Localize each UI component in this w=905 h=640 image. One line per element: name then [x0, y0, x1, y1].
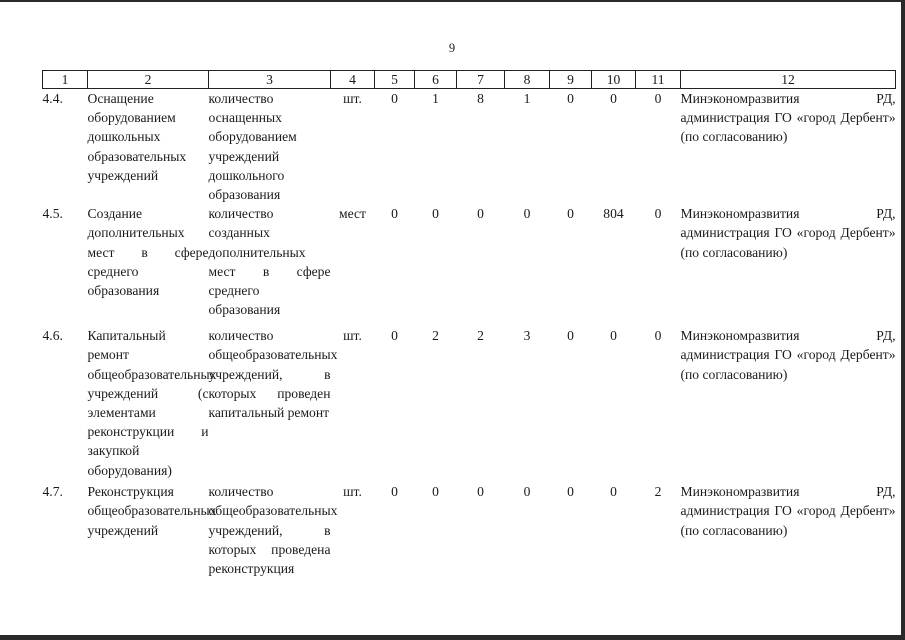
header-row	[43, 71, 896, 89]
value-cell: 0	[567, 484, 574, 500]
table-row	[43, 326, 896, 482]
col-header-5: 5	[375, 71, 415, 89]
row-number: 4.6.	[42, 328, 63, 344]
col-header-10: 10	[592, 71, 636, 89]
value-cell: 0	[477, 206, 484, 222]
measure-name: Оснащение оборудованием дошкольных образовательных учреждений	[87, 91, 187, 183]
value-cell: 0	[567, 91, 574, 106]
value-cell: 0	[610, 484, 617, 500]
col-header-6: 6	[415, 71, 457, 89]
value-cell: 1	[523, 91, 531, 106]
indicator-name: количество общеобразовательных учреждений, в которых проведена реконструкция	[208, 484, 338, 577]
indicator-name: количество созданных дополнительных мест в сфере среднего образования	[208, 206, 331, 318]
value-cell: 0	[391, 91, 398, 106]
value-cell: 1	[432, 91, 439, 106]
value-cell: 0	[391, 484, 398, 500]
value-cell: 0	[567, 206, 574, 222]
responsible-cell: Минэкономразвития РД, администрация ГО «город Дербент» (по согласованию)	[680, 91, 896, 145]
program-table	[42, 70, 896, 602]
value-cell: 0	[523, 484, 531, 500]
col-header-2: 2	[88, 71, 209, 89]
value-cell: 0	[432, 206, 439, 222]
unit-cell: шт.	[343, 328, 362, 344]
responsible-cell: Минэкономразвития РД, администрация ГО «город Дербент» (по согласованию)	[680, 328, 896, 382]
col-header-9: 9	[550, 71, 592, 89]
col-header-3: 3	[209, 71, 331, 89]
col-header-7: 7	[457, 71, 505, 89]
value-cell: 0	[432, 484, 439, 500]
table-row	[43, 482, 896, 602]
table-row	[43, 204, 896, 326]
value-cell: 0	[654, 328, 662, 344]
page-number: 9	[448, 41, 456, 55]
row-number: 4.7.	[42, 484, 63, 500]
row-number: 4.4.	[42, 91, 63, 106]
col-header-4: 4	[331, 71, 375, 89]
unit-cell: шт.	[343, 484, 362, 500]
value-cell: 3	[523, 328, 531, 344]
col-header-11: 11	[636, 71, 681, 89]
unit-cell: мест	[339, 206, 366, 222]
measure-name: Реконструкция общеобразовательных учреждений	[87, 484, 217, 538]
indicator-name: количество оснащенных оборудованием учреждений дошкольного образования	[208, 91, 297, 203]
col-header-12: 12	[681, 71, 896, 89]
col-header-8: 8	[505, 71, 550, 89]
value-cell: 0	[523, 206, 531, 222]
value-cell: 0	[610, 328, 617, 344]
scan-border-top	[0, 0, 905, 2]
value-cell: 2	[477, 328, 484, 344]
responsible-cell: Минэкономразвития РД, администрация ГО «город Дербент» (по согласованию)	[680, 206, 896, 260]
value-cell: 2	[432, 328, 439, 344]
measure-name: Создание дополнительных мест в сфере среднего образования	[87, 206, 209, 299]
value-cell: 0	[654, 91, 662, 106]
col-header-1: 1	[43, 71, 88, 89]
value-cell: 0	[477, 484, 484, 500]
table-row	[43, 89, 896, 205]
unit-cell: шт.	[343, 91, 362, 106]
value-cell: 0	[567, 328, 574, 344]
measure-name: Капитальный ремонт общеобразовательных учреждений (с элементами реконструкции и закупкой оборудования)	[87, 328, 217, 478]
indicator-name: количество общеобразовательных учреждений, в которых проведен капитальный ремонт	[208, 328, 338, 421]
scan-border-bottom	[0, 635, 905, 640]
value-cell: 0	[610, 91, 617, 106]
value-cell: 2	[654, 484, 662, 500]
value-cell: 804	[603, 206, 624, 222]
scan-border-right	[901, 0, 905, 640]
responsible-cell: Минэкономразвития РД, администрация ГО «город Дербент» (по согласованию)	[680, 484, 896, 538]
row-number: 4.5.	[42, 206, 63, 222]
value-cell: 0	[391, 206, 398, 222]
value-cell: 0	[391, 328, 398, 344]
value-cell: 8	[477, 91, 484, 106]
value-cell: 0	[654, 206, 662, 222]
